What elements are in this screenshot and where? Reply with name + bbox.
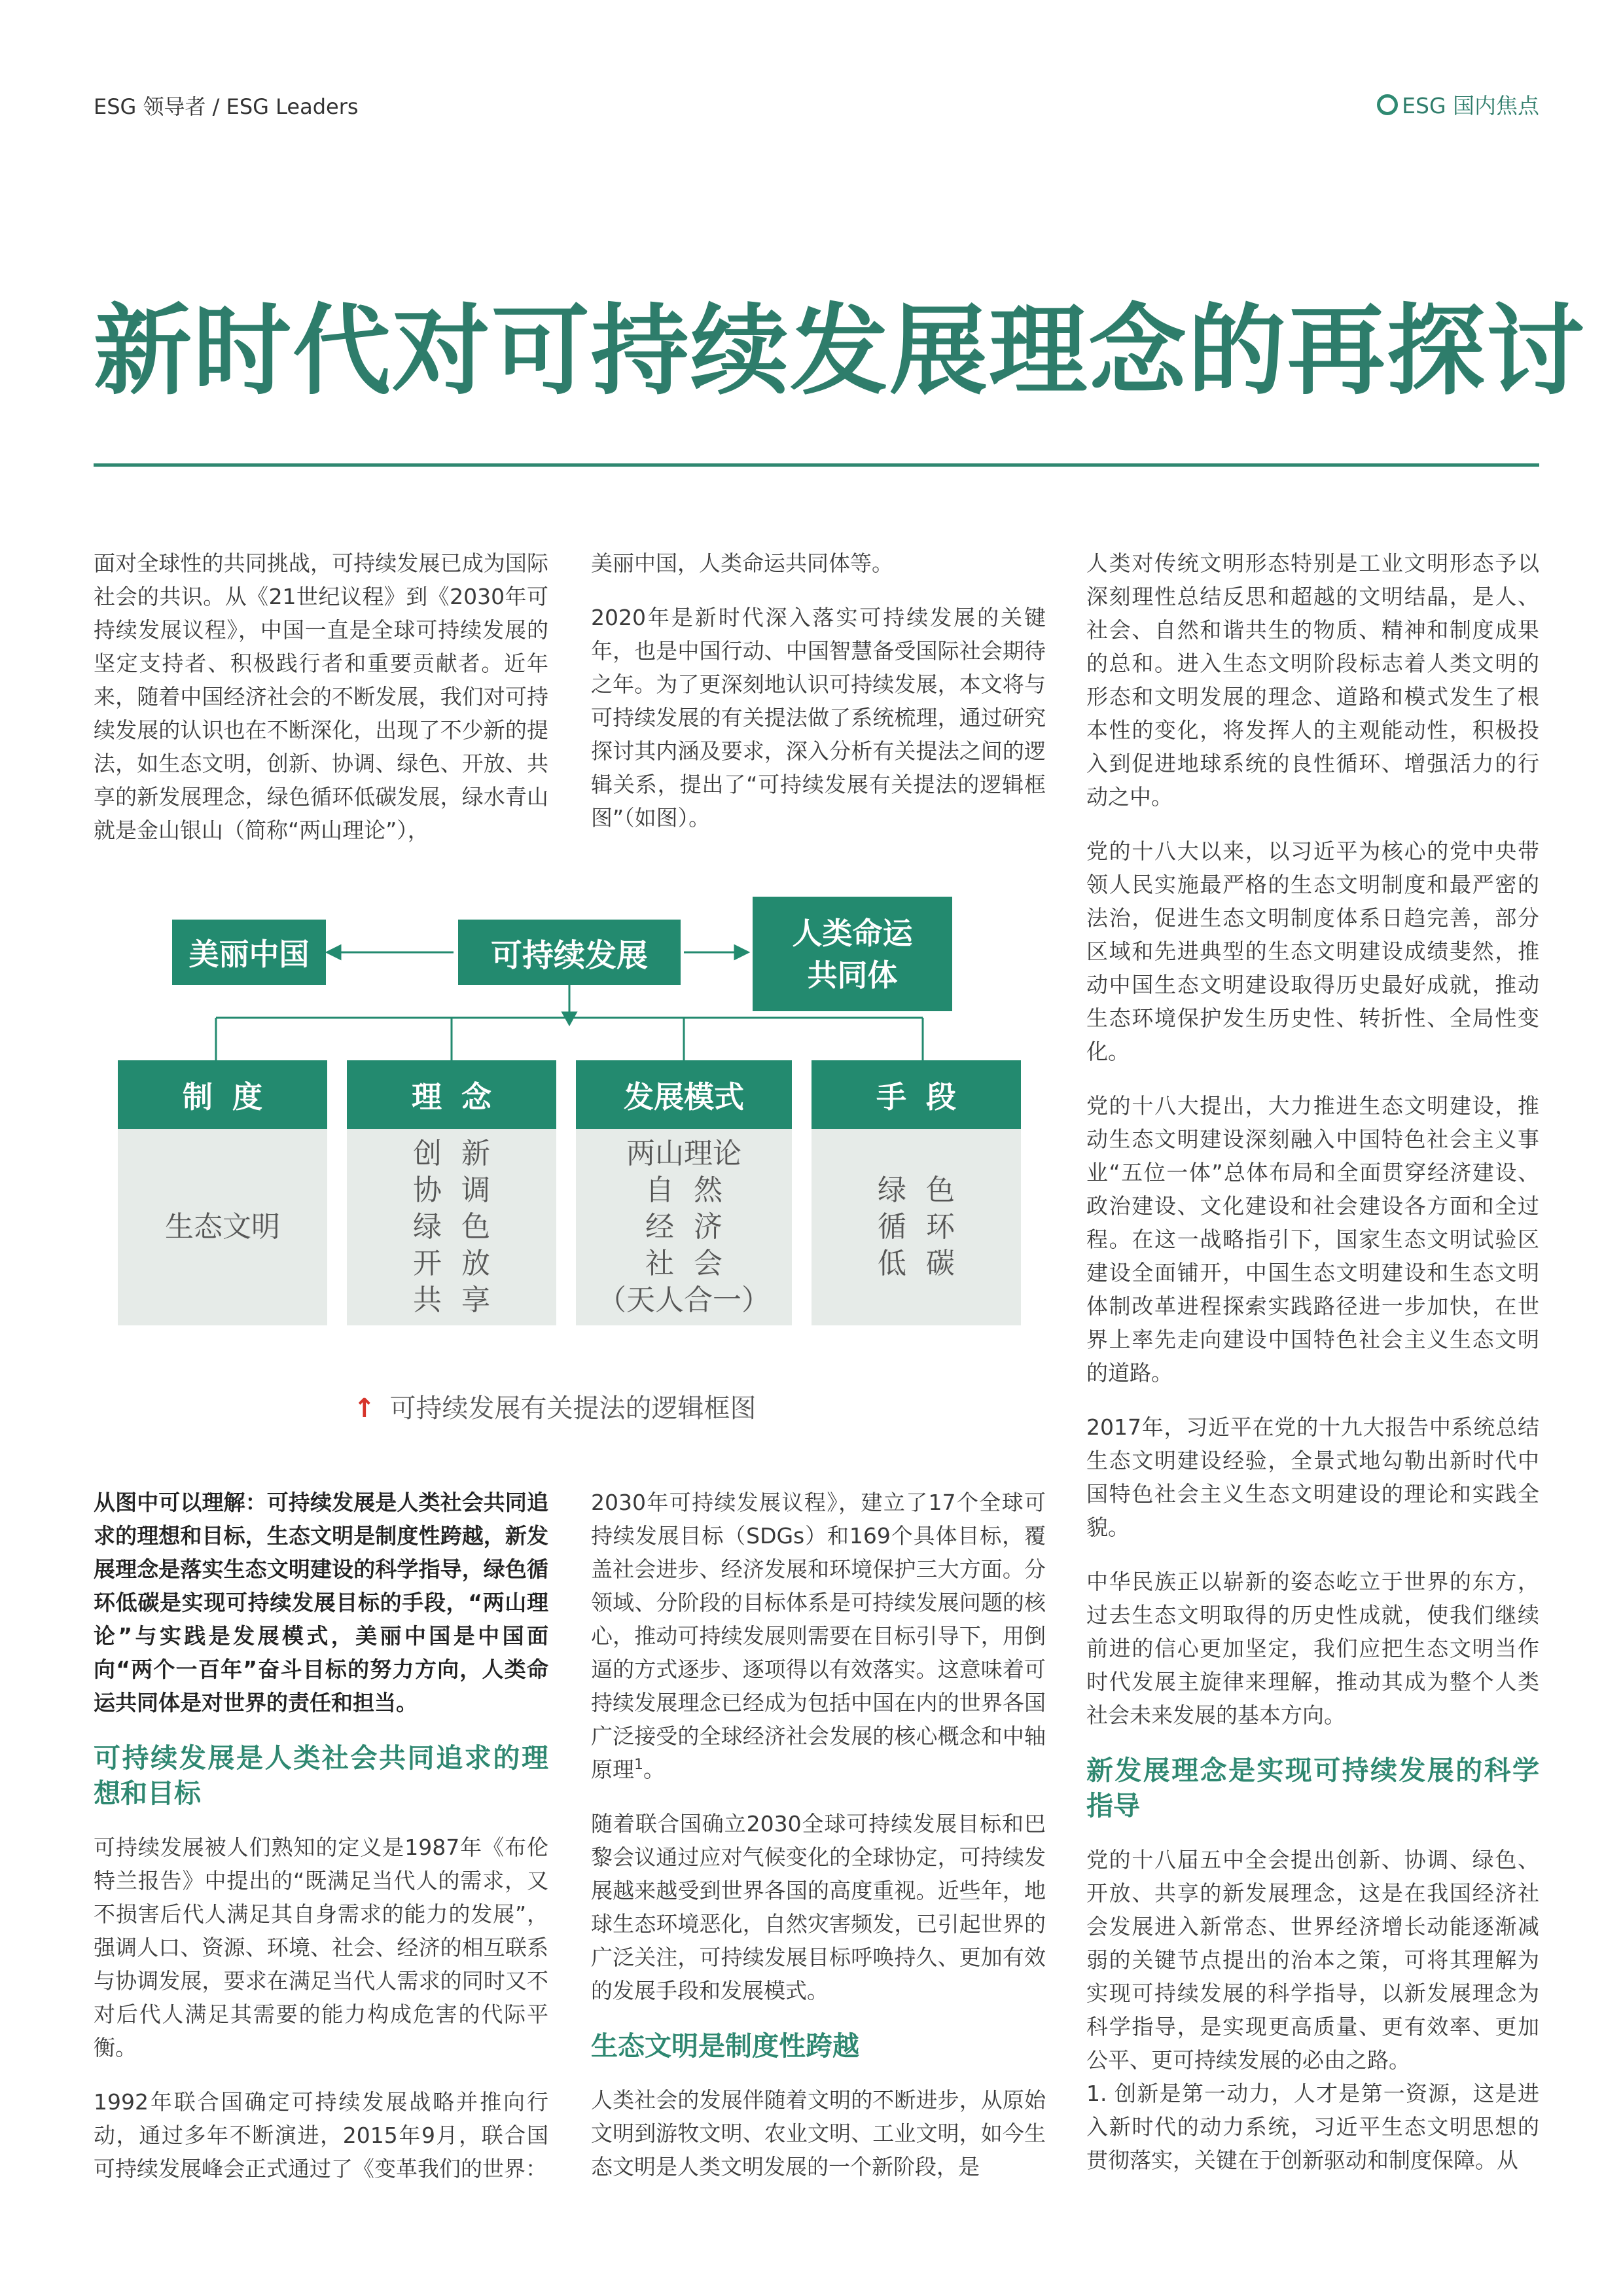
panel-body <box>347 1129 556 1325</box>
logic-diagram <box>115 887 1024 1430</box>
summary-paragraph <box>94 1486 548 1719</box>
section-heading: 新发展理念是实现可持续发展的科学指导 <box>1086 1755 1539 1821</box>
arrow-right-head <box>735 946 748 959</box>
column-1-top <box>94 547 548 868</box>
panel-text: 共享 <box>413 1283 510 1317</box>
paragraph: 中华民族正以崭新的姿态屹立于世界的东方，过去生态文明取得的历史性成就，使我们继续前进的信心更加坚定，我们应把生态文明当作时代发展主旋律来理解，推动其成为整个人类社会未来发展的基本方向。 <box>1086 1569 1539 1728</box>
paragraph <box>591 1486 1046 1786</box>
panel-text: 绿色 <box>413 1210 510 1244</box>
panel-text: 经济 <box>645 1210 742 1244</box>
paragraph: 2017年，习近平在党的十九大报告中系统总结生态文明建设经验，全景式地勾勒出新时代中国特色社会主义生态文明建设的理论和实践全貌。 <box>1086 1414 1539 1540</box>
up-arrow-icon: ↑ <box>353 1393 376 1424</box>
panel-means <box>812 1060 1021 1325</box>
circle-icon <box>1377 94 1398 115</box>
panel-body <box>576 1129 792 1325</box>
header-publication: ESG 领导者 / ESG Leaders <box>94 94 359 119</box>
column-2-bottom <box>591 1486 1046 2204</box>
panel-text: 两山理论 <box>626 1137 741 1170</box>
column-1-bottom <box>94 1486 548 2206</box>
panel-text: 创新 <box>413 1137 510 1170</box>
box-community-shared-future <box>753 897 952 1011</box>
box-line: 共同体 <box>807 957 898 993</box>
title-divider <box>94 463 1539 467</box>
summary-bold: 从图中可以理解：可持续发展是人类社会共同追求的理想和目标，生态文明是制度性跨越，新发展理念是落实生态文明建设的科学指导，绿色循环低碳是实现可持续发展目标的手段，“两山理论”与实践是发展模式，美丽中国是中国面向“两个一百年”奋斗目标的努力方向，人类命运共同体是对世界的责任和担当。 <box>94 1490 548 1715</box>
box-line: 人类命运 <box>792 915 913 951</box>
header-section-label: ESG 国内焦点 <box>1402 93 1539 118</box>
panel-text: 自然 <box>645 1174 742 1207</box>
paragraph: 2020年是新时代深入落实可持续发展的关键年，也是中国行动、中国智慧备受国际社会期待之年。为了更深刻地认识可持续发展，本文将与可持续发展的有关提法做了系统梳理，通过研究探讨其内涵及要求，深入分析有关提法之间的逻辑关系，提出了“可持续发展有关提法的逻辑框图”（如图）。 <box>591 605 1046 831</box>
paragraph: 可持续发展被人们熟知的定义是1987年《布伦特兰报告》中提出的“既满足当代人的需求，又不损害后代人满足其自身需求的能力的发展”，强调人口、资源、环境、社会、经济的相互联系与协调发展，要求在满足当代人需求的同时又不对后代人满足其需要的能力构成危害的代际平衡。 <box>94 1835 548 2060</box>
panel-concept <box>347 1060 556 1325</box>
paragraph: 人类对传统文明形态特别是工业文明形态予以深刻理性总结反思和超越的文明结晶，是人、社会、自然和谐共生的物质、精神和制度成果的总和。进入生态文明阶段标志着人类文明的形态和文明发展的理念、道路和模式发生了根本性的变化，将发挥人的主观能动性，积极投入到促进地球系统的良性循环、增强活力的行动之中。 <box>1086 550 1539 810</box>
panel-text: 开放 <box>413 1247 510 1280</box>
paragraph: 美丽中国，人类命运共同体等。 <box>591 550 893 576</box>
column-3 <box>1086 547 1539 2198</box>
panel-development-mode <box>576 1060 792 1325</box>
paragraph: 随着联合国确立2030全球可持续发展目标和巴黎会议通过应对气候变化的全球协定，可持续发展越来越受到世界各国的高度重视。近些年，地球生态环境恶化，自然灾害频发，已引起世界的广泛关注，可持续发展目标呼唤持久、更加有效的发展手段和发展模式。 <box>591 1811 1046 2003</box>
footnote-ref: 1 <box>634 1757 643 1773</box>
paragraph: 党的十八大提出，大力推进生态文明建设，推动生态文明建设深刻融入中国特色社会主义事业“五位一体”总体布局和全面贯穿经济建设、政治建设、文化建设和社会建设各方面和全过程。在这一战略指引下，国家生态文明试验区建设全面铺开，中国生态文明建设和生态文明体制改革进程探索实践路径进一步加快，在世界上率先走向建设中国特色社会主义生态文明的道路。 <box>1086 1093 1539 1386</box>
box-beautiful-china: 美丽中国 <box>172 920 326 985</box>
panel-head: 手段 <box>812 1060 1021 1129</box>
panel-text: 生态文明 <box>165 1210 280 1244</box>
box-sustainable-development: 可持续发展 <box>458 920 681 985</box>
paragraph-end: 。 <box>643 1757 665 1782</box>
panel-text: 绿色 <box>878 1174 974 1207</box>
header-section <box>1377 89 1539 120</box>
section-heading: 可持续发展是人类社会共同追求的理想和目标 <box>94 1742 548 1809</box>
paragraph: 人类社会的发展伴随着文明的不断进步，从原始文明到游牧文明、农业文明、工业文明，如今生态文明是人类文明发展的一个新阶段，是 <box>591 2087 1046 2179</box>
panel-head: 理念 <box>347 1060 556 1129</box>
section-heading: 生态文明是制度性跨越 <box>591 2030 859 2062</box>
article-title: 新时代对可持续发展理念的再探讨 <box>94 295 1586 408</box>
panel-institution <box>118 1060 327 1325</box>
panel-text: 协调 <box>413 1174 510 1207</box>
intro-paragraph: 面对全球性的共同挑战，可持续发展已成为国际社会的共识。从《21世纪议程》到《2030年可持续发展议程》，中国一直是全球可持续发展的坚定支持者、积极践行者和重要贡献者。近年来，随着中国经济社会的不断发展，我们对可持续发展的认识也在不断深化，出现了不少新的提法，如生态文明，创新、协调、绿色、开放、共享的新发展理念，绿色循环低碳发展，绿水青山就是金山银山（简称“两山理论”）， <box>94 550 548 843</box>
panel-body <box>812 1129 1021 1325</box>
diagram-caption <box>353 1388 757 1425</box>
panel-body <box>118 1129 327 1325</box>
paragraph: 1992年联合国确定可持续发展战略并推向行动，通过多年不断演进，2015年9月，联合国可持续发展峰会正式通过了《变革我们的世界： <box>94 2089 548 2181</box>
panel-text: 循环 <box>878 1210 974 1244</box>
column-2-top <box>591 547 1046 855</box>
panel-head: 发展模式 <box>576 1060 792 1129</box>
paragraph-text: 2030年可持续发展议程》，建立了17个全球可持续发展目标（SDGs）和169个具体目标，覆盖社会进步、经济发展和环境保护三大方面。分领域、分阶段的目标体系是可持续发展问题的核心，推动可持续发展则需要在目标引导下，用倒逼的方式逐步、逐项得以有效落实。这意味着可持续发展理念已经成为包括中国在内的世界各国广泛接受的全球经济社会发展的核心概念和中轴原理 <box>591 1490 1046 1782</box>
paragraph: 党的十八大以来，以习近平为核心的党中央带领人民实施最严格的生态文明制度和最严密的法治，促进生态文明制度体系日趋完善，部分区域和先进典型的生态文明建设成绩斐然，推动中国生态文明建设取得历史最好成就，推动生态环境保护发生历史性、转折性、全局性变化。 <box>1086 838 1539 1064</box>
panel-text: （天人合一） <box>597 1283 770 1317</box>
arrow-left-head <box>327 946 340 959</box>
panel-text: 低碳 <box>878 1247 974 1280</box>
paragraph: 党的十八届五中全会提出创新、协调、绿色、开放、共享的新发展理念，这是在我国经济社会发展进入新常态、世界经济增长动能逐渐减弱的关键节点提出的治本之策，可将其理解为实现可持续发展的科学指导，以新发展理念为科学指导，是实现更高质量、更有效率、更加公平、更可持续发展的必由之路。 <box>1086 1847 1539 2073</box>
panel-text: 社会 <box>645 1247 742 1280</box>
caption-text: 可持续发展有关提法的逻辑框图 <box>389 1393 757 1424</box>
panel-head: 制度 <box>118 1060 327 1129</box>
paragraph: 1. 创新是第一动力，人才是第一资源，这是进入新时代的动力系统，习近平生态文明思想的贯彻落实，关键在于创新驱动和制度保障。从 <box>1086 2081 1539 2173</box>
